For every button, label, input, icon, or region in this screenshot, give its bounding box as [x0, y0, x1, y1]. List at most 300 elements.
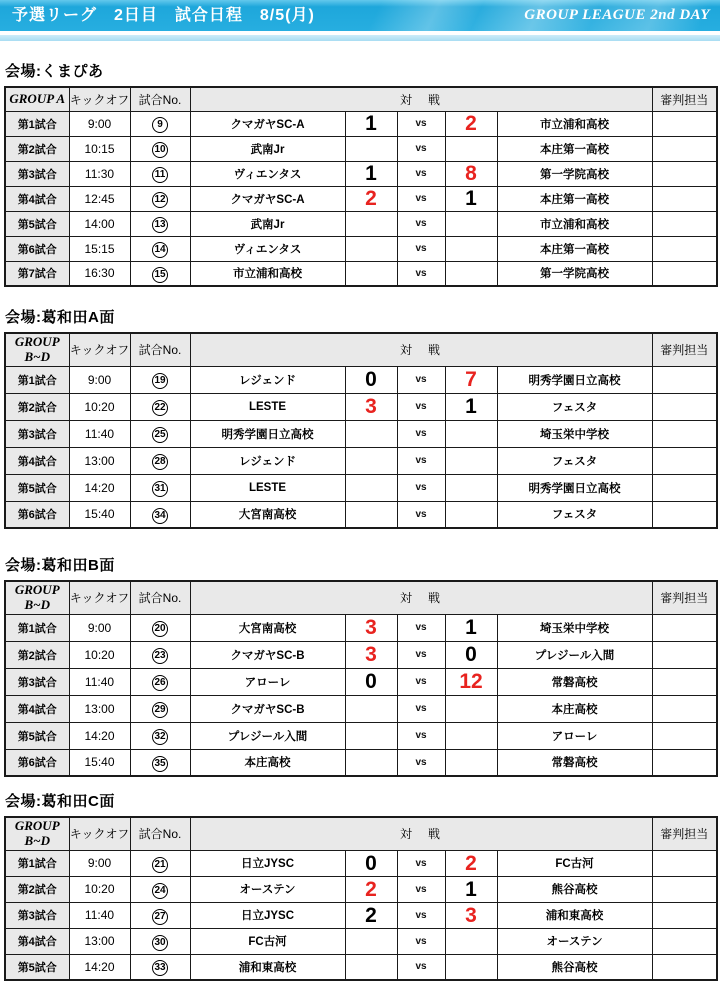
home-score [345, 211, 397, 236]
away-team-name: 埼玉栄中学校 [497, 420, 652, 447]
referee-cell [652, 136, 717, 161]
match-label: 第4試合 [5, 695, 69, 722]
away-score [445, 211, 497, 236]
referee-cell [652, 722, 717, 749]
match-number-circle: 32 [152, 729, 168, 745]
kickoff-time: 16:30 [69, 261, 130, 286]
away-team-name: 埼玉栄中学校 [497, 614, 652, 641]
kickoff-time: 11:40 [69, 668, 130, 695]
vs-label: vs [397, 236, 445, 261]
match-label: 第6試合 [5, 236, 69, 261]
vs-label: vs [397, 614, 445, 641]
vs-label: vs [397, 902, 445, 928]
away-score [445, 695, 497, 722]
away-score [445, 474, 497, 501]
referee-cell [652, 954, 717, 980]
table-header-row [5, 333, 717, 366]
away-team-name: 浦和東高校 [497, 902, 652, 928]
match-number-cell [130, 850, 190, 876]
away-score: 0 [445, 641, 497, 668]
venue-title: 会場:くまぴあ [5, 63, 104, 80]
vs-label: vs [397, 850, 445, 876]
match-number-cell [130, 749, 190, 776]
match-row [5, 474, 717, 501]
kickoff-time: 9:00 [69, 366, 130, 393]
match-label: 第6試合 [5, 501, 69, 528]
match-number-cell [130, 447, 190, 474]
venue-title: 会場:葛和田C面 [5, 793, 115, 810]
match-row [5, 902, 717, 928]
match-number-cell [130, 501, 190, 528]
match-label: 第7試合 [5, 261, 69, 286]
match-number-circle: 10 [152, 142, 168, 158]
kickoff-header: キックオフ [69, 581, 130, 614]
home-team-name: LESTE [190, 474, 345, 501]
match-label: 第3試合 [5, 161, 69, 186]
home-score [345, 474, 397, 501]
away-team-name: プレジール入間 [497, 641, 652, 668]
match-label: 第4試合 [5, 186, 69, 211]
home-score [345, 261, 397, 286]
match-number-circle: 23 [152, 648, 168, 664]
referee-cell [652, 695, 717, 722]
home-score: 3 [345, 393, 397, 420]
home-team-name: アローレ [190, 668, 345, 695]
vs-label: vs [397, 928, 445, 954]
away-team-name: 第一学院高校 [497, 261, 652, 286]
away-score [445, 236, 497, 261]
match-row [5, 722, 717, 749]
match-rows [5, 850, 717, 980]
away-team-name: 熊谷高校 [497, 954, 652, 980]
venue-section [4, 790, 716, 981]
table-header-row [5, 581, 717, 614]
home-score [345, 136, 397, 161]
kickoff-time: 12:45 [69, 186, 130, 211]
venue-title: 会場:葛和田B面 [5, 557, 115, 574]
kickoff-time: 9:00 [69, 850, 130, 876]
match-label: 第4試合 [5, 928, 69, 954]
match-no-header: 試合No. [130, 87, 190, 111]
home-team-name: LESTE [190, 393, 345, 420]
banner-accent-strip [0, 35, 720, 41]
match-number-cell [130, 420, 190, 447]
match-label: 第1試合 [5, 850, 69, 876]
match-number-circle: 24 [152, 883, 168, 899]
referee-cell [652, 501, 717, 528]
match-number-circle: 27 [152, 909, 168, 925]
home-score: 2 [345, 186, 397, 211]
kickoff-time: 9:00 [69, 614, 130, 641]
match-number-cell [130, 876, 190, 902]
vs-label: vs [397, 261, 445, 286]
match-number-cell [130, 668, 190, 695]
away-score [445, 420, 497, 447]
referee-cell [652, 902, 717, 928]
home-score [345, 722, 397, 749]
match-rows [5, 366, 717, 528]
match-number-cell [130, 474, 190, 501]
schedule-table [4, 332, 718, 529]
home-team-name: クマガヤSC-A [190, 111, 345, 136]
away-score: 1 [445, 614, 497, 641]
away-score: 2 [445, 850, 497, 876]
match-number-cell [130, 261, 190, 286]
match-number-cell [130, 161, 190, 186]
away-score: 1 [445, 186, 497, 211]
match-no-header: 試合No. [130, 817, 190, 850]
away-team-name: 本庄第一高校 [497, 136, 652, 161]
group-label: GROUP B~D [5, 333, 69, 366]
match-number-cell [130, 136, 190, 161]
vs-label: vs [397, 722, 445, 749]
match-number-circle: 12 [152, 192, 168, 208]
home-score: 3 [345, 641, 397, 668]
vs-label: vs [397, 111, 445, 136]
home-team-name: クマガヤSC-A [190, 186, 345, 211]
match-number-circle: 13 [152, 217, 168, 233]
home-score [345, 928, 397, 954]
match-number-cell [130, 211, 190, 236]
vs-label: vs [397, 501, 445, 528]
match-label: 第2試合 [5, 876, 69, 902]
match-label: 第1試合 [5, 111, 69, 136]
match-number-cell [130, 695, 190, 722]
referee-cell [652, 641, 717, 668]
home-team-name: クマガヤSC-B [190, 695, 345, 722]
referee-header: 審判担当 [652, 817, 717, 850]
away-score [445, 722, 497, 749]
match-number-cell [130, 928, 190, 954]
home-score: 2 [345, 876, 397, 902]
match-label: 第2試合 [5, 136, 69, 161]
match-no-header: 試合No. [130, 333, 190, 366]
match-number-cell [130, 111, 190, 136]
referee-cell [652, 236, 717, 261]
home-score: 0 [345, 366, 397, 393]
kickoff-time: 10:15 [69, 136, 130, 161]
match-row [5, 186, 717, 211]
referee-cell [652, 366, 717, 393]
table-header-row [5, 817, 717, 850]
kickoff-header: キックオフ [69, 333, 130, 366]
match-number-cell [130, 393, 190, 420]
kickoff-time: 14:20 [69, 722, 130, 749]
away-team-name: 常磐高校 [497, 749, 652, 776]
home-score: 3 [345, 614, 397, 641]
match-row [5, 954, 717, 980]
referee-cell [652, 876, 717, 902]
match-label: 第1試合 [5, 366, 69, 393]
referee-cell [652, 261, 717, 286]
match-number-circle: 20 [152, 621, 168, 637]
away-score: 1 [445, 876, 497, 902]
match-row [5, 236, 717, 261]
kickoff-time: 13:00 [69, 695, 130, 722]
venue-title: 会場:葛和田A面 [5, 309, 115, 326]
kickoff-time: 10:20 [69, 393, 130, 420]
kickoff-time: 10:20 [69, 641, 130, 668]
match-number-circle: 28 [152, 454, 168, 470]
match-label: 第5試合 [5, 722, 69, 749]
match-number-cell [130, 954, 190, 980]
referee-header: 審判担当 [652, 87, 717, 111]
vs-label: vs [397, 393, 445, 420]
match-number-circle: 34 [152, 508, 168, 524]
match-number-cell [130, 186, 190, 211]
match-no-header: 試合No. [130, 581, 190, 614]
referee-header: 審判担当 [652, 333, 717, 366]
home-team-name: 日立JYSC [190, 902, 345, 928]
vs-label: vs [397, 695, 445, 722]
away-team-name: フェスタ [497, 393, 652, 420]
home-score: 2 [345, 902, 397, 928]
away-score: 1 [445, 393, 497, 420]
match-label: 第3試合 [5, 420, 69, 447]
kickoff-time: 14:20 [69, 474, 130, 501]
referee-cell [652, 111, 717, 136]
away-team-name: 明秀学園日立高校 [497, 474, 652, 501]
kickoff-time: 11:40 [69, 420, 130, 447]
match-row [5, 366, 717, 393]
away-score: 8 [445, 161, 497, 186]
match-rows [5, 614, 717, 776]
home-team-name: レジェンド [190, 447, 345, 474]
home-team-name: 明秀学園日立高校 [190, 420, 345, 447]
referee-cell [652, 614, 717, 641]
match-number-cell [130, 902, 190, 928]
vs-label: vs [397, 749, 445, 776]
venue-section [4, 306, 716, 529]
away-team-name: 明秀学園日立高校 [497, 366, 652, 393]
vs-label: vs [397, 668, 445, 695]
vs-label: vs [397, 366, 445, 393]
home-score [345, 447, 397, 474]
match-label: 第1試合 [5, 614, 69, 641]
match-row [5, 928, 717, 954]
match-row [5, 641, 717, 668]
away-team-name: 本庄高校 [497, 695, 652, 722]
match-row [5, 850, 717, 876]
kickoff-time: 10:20 [69, 876, 130, 902]
away-score [445, 749, 497, 776]
vs-label: vs [397, 954, 445, 980]
group-label: GROUP A [5, 87, 69, 111]
kickoff-time: 9:00 [69, 111, 130, 136]
away-team-name: オーステン [497, 928, 652, 954]
home-score [345, 749, 397, 776]
match-row [5, 749, 717, 776]
home-score: 0 [345, 668, 397, 695]
match-number-circle: 33 [152, 960, 168, 976]
away-team-name: 熊谷高校 [497, 876, 652, 902]
away-score [445, 928, 497, 954]
home-team-name: ヴィエンタス [190, 236, 345, 261]
referee-cell [652, 161, 717, 186]
away-score: 2 [445, 111, 497, 136]
home-team-name: 日立JYSC [190, 850, 345, 876]
away-team-name: フェスタ [497, 501, 652, 528]
venue-section [4, 554, 716, 777]
home-score [345, 954, 397, 980]
versus-header: 対 戦 [190, 581, 652, 614]
home-score: 1 [345, 161, 397, 186]
referee-cell [652, 749, 717, 776]
match-number-circle: 31 [152, 481, 168, 497]
group-label: GROUP B~D [5, 581, 69, 614]
home-team-name: 大宮南高校 [190, 501, 345, 528]
kickoff-time: 15:40 [69, 749, 130, 776]
home-score: 0 [345, 850, 397, 876]
kickoff-header: キックオフ [69, 87, 130, 111]
away-score: 3 [445, 902, 497, 928]
match-row [5, 447, 717, 474]
match-number-cell [130, 641, 190, 668]
venue-section [4, 60, 716, 287]
home-team-name: ヴィエンタス [190, 161, 345, 186]
vs-label: vs [397, 447, 445, 474]
away-team-name: 常磐高校 [497, 668, 652, 695]
away-score: 12 [445, 668, 497, 695]
home-team-name: 武南Jr [190, 136, 345, 161]
match-number-circle: 26 [152, 675, 168, 691]
home-score [345, 501, 397, 528]
away-team-name: 市立浦和高校 [497, 111, 652, 136]
vs-label: vs [397, 420, 445, 447]
away-score [445, 954, 497, 980]
match-number-circle: 22 [152, 400, 168, 416]
match-number-cell [130, 614, 190, 641]
referee-cell [652, 211, 717, 236]
match-label: 第3試合 [5, 902, 69, 928]
referee-header: 審判担当 [652, 581, 717, 614]
vs-label: vs [397, 876, 445, 902]
home-team-name: FC古河 [190, 928, 345, 954]
match-number-circle: 11 [152, 167, 168, 183]
match-label: 第5試合 [5, 474, 69, 501]
match-row [5, 136, 717, 161]
match-number-circle: 29 [152, 702, 168, 718]
home-team-name: プレジール入間 [190, 722, 345, 749]
match-row [5, 111, 717, 136]
referee-cell [652, 420, 717, 447]
match-number-circle: 30 [152, 935, 168, 951]
kickoff-time: 15:15 [69, 236, 130, 261]
match-row [5, 211, 717, 236]
vs-label: vs [397, 186, 445, 211]
home-team-name: オーステン [190, 876, 345, 902]
match-rows [5, 111, 717, 286]
header-banner [0, 0, 720, 31]
kickoff-time: 11:40 [69, 902, 130, 928]
home-score [345, 695, 397, 722]
away-team-name: フェスタ [497, 447, 652, 474]
referee-cell [652, 850, 717, 876]
match-number-circle: 9 [152, 117, 168, 133]
kickoff-time: 15:40 [69, 501, 130, 528]
home-score: 1 [345, 111, 397, 136]
referee-cell [652, 186, 717, 211]
away-score [445, 261, 497, 286]
referee-cell [652, 474, 717, 501]
away-team-name: 市立浦和高校 [497, 211, 652, 236]
group-label: GROUP B~D [5, 817, 69, 850]
away-team-name: 本庄第一高校 [497, 236, 652, 261]
page-subtitle: GROUP LEAGUE 2nd DAY [524, 7, 710, 23]
match-label: 第3試合 [5, 668, 69, 695]
match-number-circle: 25 [152, 427, 168, 443]
match-number-circle: 19 [152, 373, 168, 389]
schedule-table [4, 580, 718, 777]
match-label: 第5試合 [5, 211, 69, 236]
home-team-name: 市立浦和高校 [190, 261, 345, 286]
away-score [445, 447, 497, 474]
kickoff-time: 11:30 [69, 161, 130, 186]
match-number-circle: 35 [152, 756, 168, 772]
vs-label: vs [397, 161, 445, 186]
away-score [445, 136, 497, 161]
match-row [5, 876, 717, 902]
kickoff-time: 13:00 [69, 928, 130, 954]
kickoff-time: 14:00 [69, 211, 130, 236]
referee-cell [652, 393, 717, 420]
match-row [5, 614, 717, 641]
match-number-cell [130, 722, 190, 749]
match-row [5, 261, 717, 286]
match-number-circle: 14 [152, 242, 168, 258]
away-team-name: FC古河 [497, 850, 652, 876]
versus-header: 対 戦 [190, 333, 652, 366]
match-row [5, 420, 717, 447]
vs-label: vs [397, 136, 445, 161]
match-label: 第4試合 [5, 447, 69, 474]
home-team-name: レジェンド [190, 366, 345, 393]
schedule-table [4, 816, 718, 981]
table-header-row [5, 87, 717, 111]
kickoff-header: キックオフ [69, 817, 130, 850]
match-label: 第6試合 [5, 749, 69, 776]
away-score [445, 501, 497, 528]
home-score [345, 236, 397, 261]
away-team-name: アローレ [497, 722, 652, 749]
home-team-name: 本庄高校 [190, 749, 345, 776]
home-team-name: 大宮南高校 [190, 614, 345, 641]
match-label: 第5試合 [5, 954, 69, 980]
referee-cell [652, 928, 717, 954]
kickoff-time: 13:00 [69, 447, 130, 474]
match-row [5, 668, 717, 695]
schedule-table [4, 86, 718, 287]
away-team-name: 本庄第一高校 [497, 186, 652, 211]
match-number-cell [130, 236, 190, 261]
vs-label: vs [397, 641, 445, 668]
away-score: 7 [445, 366, 497, 393]
home-score [345, 420, 397, 447]
away-team-name: 第一学院高校 [497, 161, 652, 186]
match-row [5, 501, 717, 528]
match-number-circle: 21 [152, 857, 168, 873]
home-team-name: 武南Jr [190, 211, 345, 236]
match-label: 第2試合 [5, 641, 69, 668]
referee-cell [652, 668, 717, 695]
match-label: 第2試合 [5, 393, 69, 420]
versus-header: 対 戦 [190, 87, 652, 111]
kickoff-time: 14:20 [69, 954, 130, 980]
match-row [5, 161, 717, 186]
vs-label: vs [397, 474, 445, 501]
match-row [5, 695, 717, 722]
vs-label: vs [397, 211, 445, 236]
